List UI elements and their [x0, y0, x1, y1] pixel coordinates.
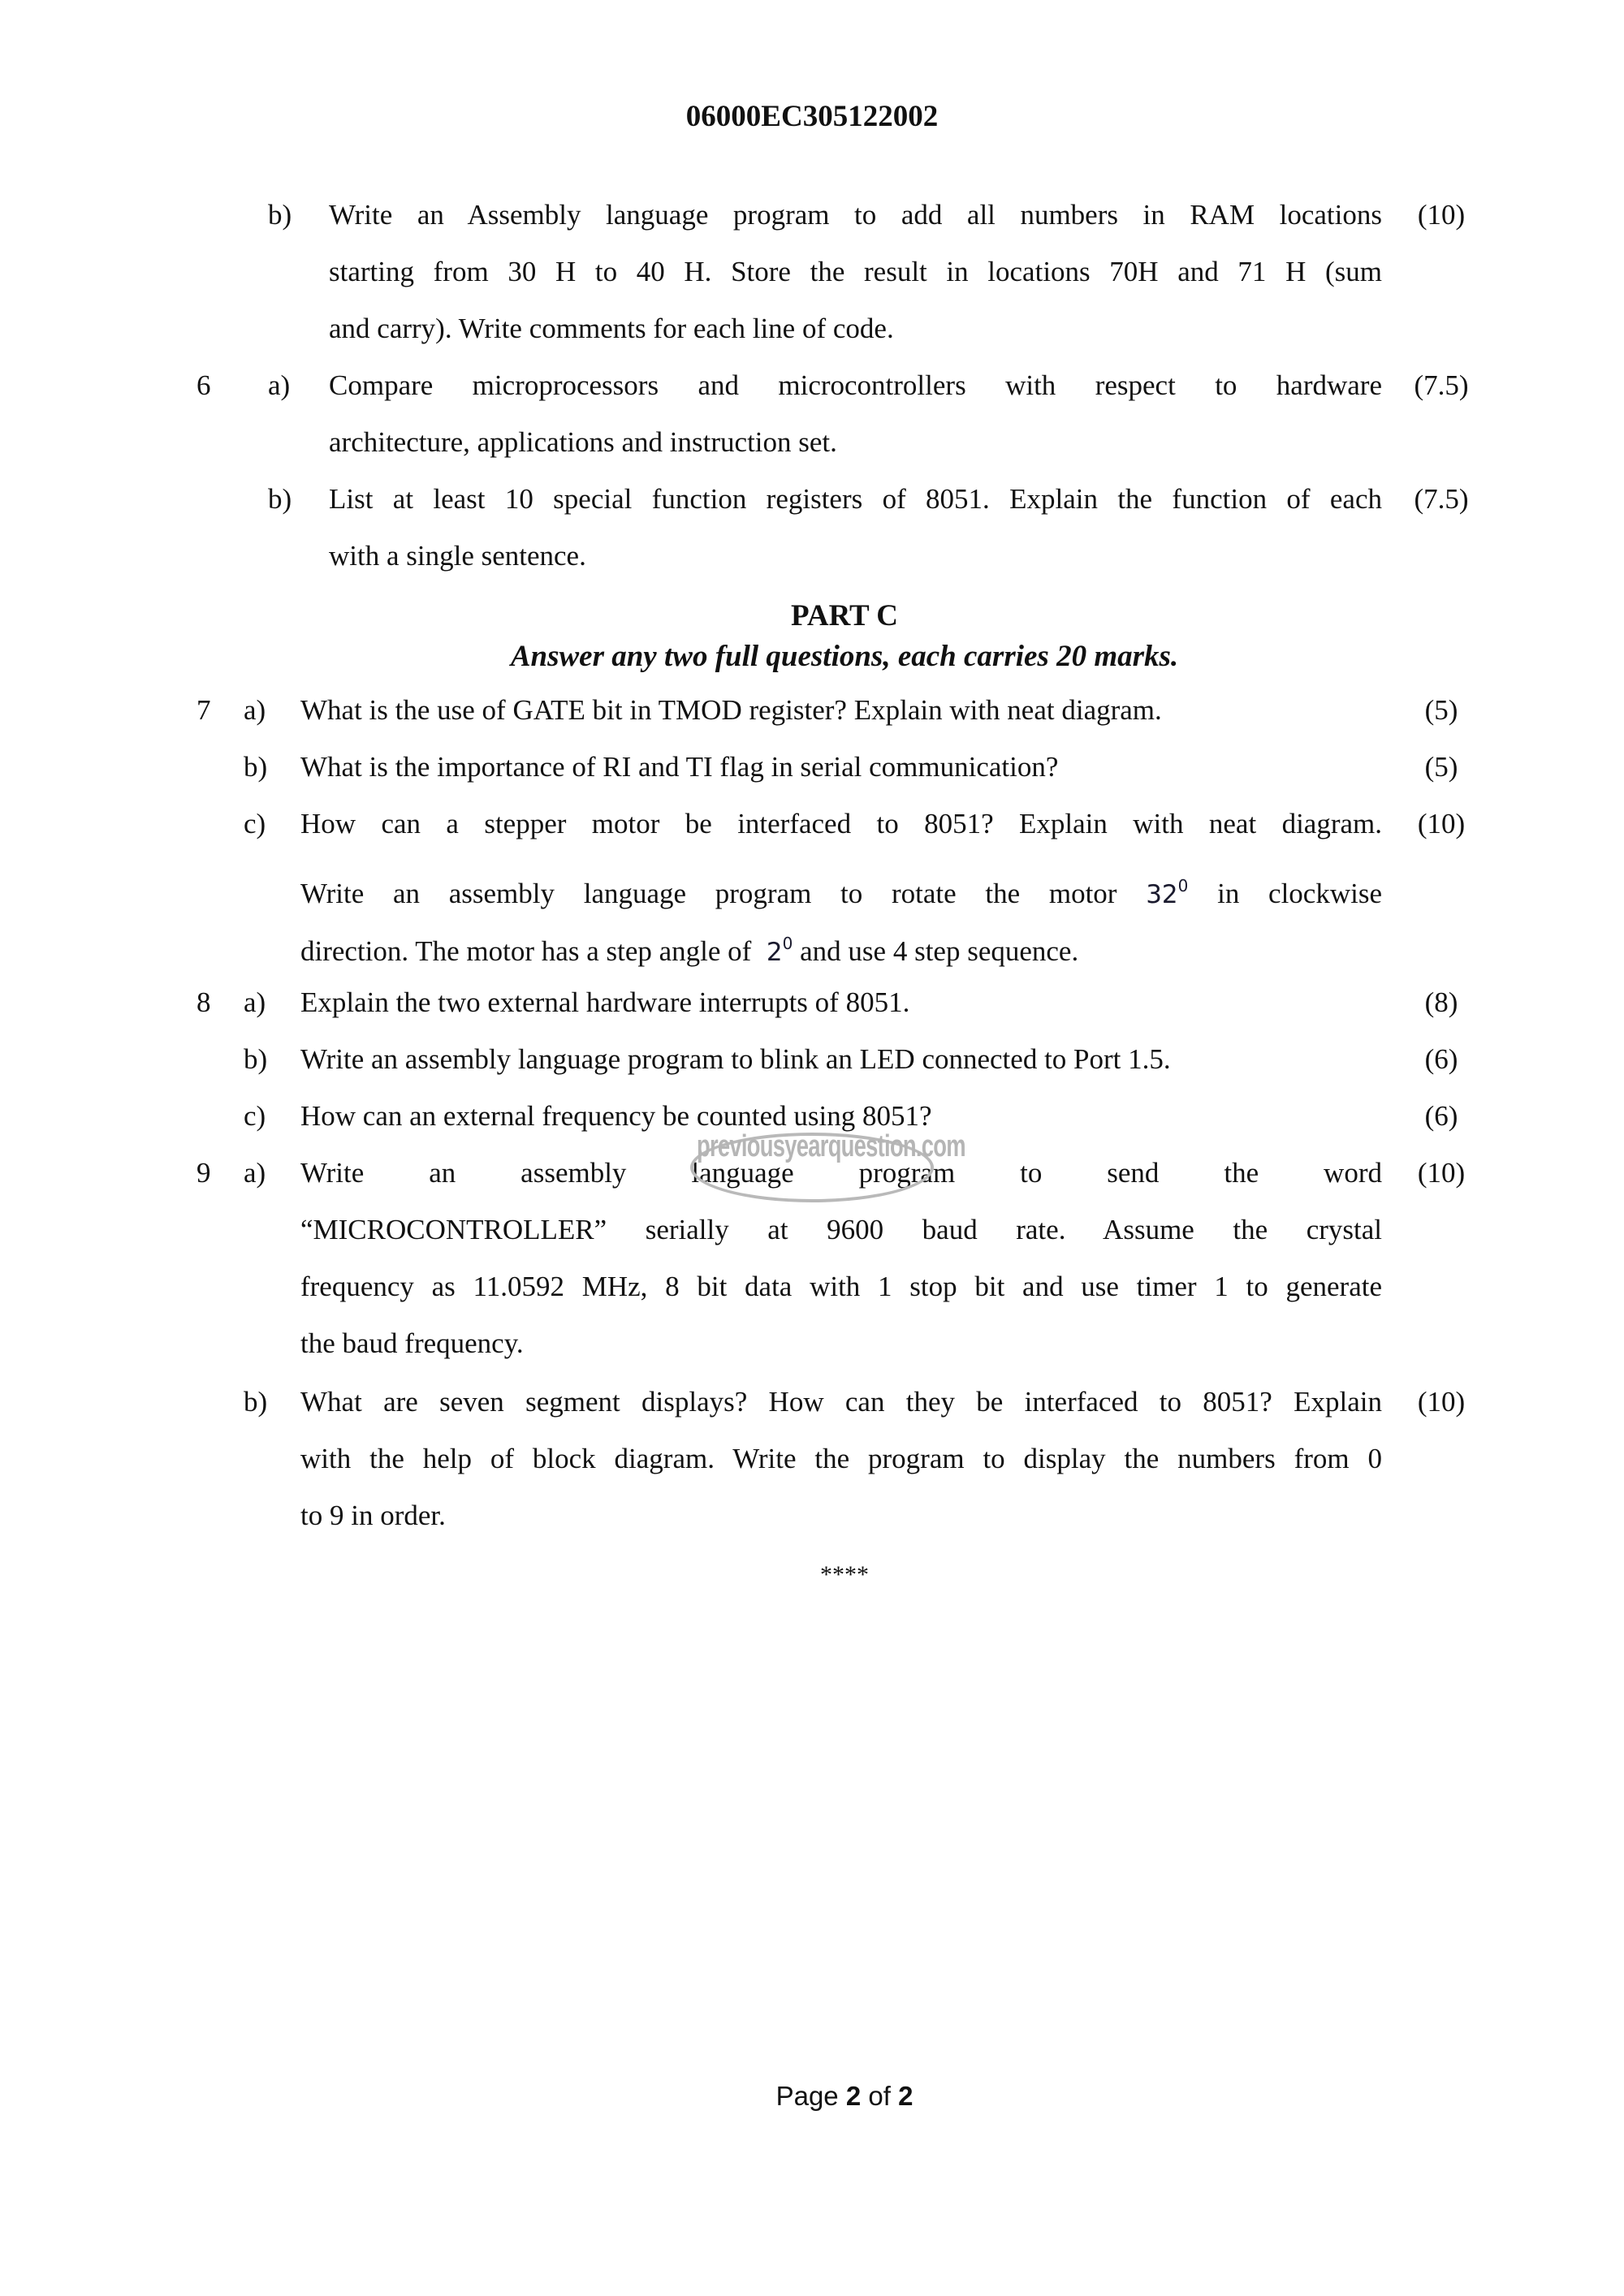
- question-text-line: Compare microprocessors and microcontrollers with respect to hardware: [329, 369, 1382, 401]
- marks: (10): [1417, 1386, 1466, 1418]
- question-text-line: What are seven segment displays? How can they be interfaced to 8051? Explain: [300, 1386, 1382, 1418]
- question-number: 9: [197, 1157, 211, 1189]
- question-text-line: Write an Assembly language program to add all numbers in RAM locations: [329, 199, 1382, 231]
- sub-label: a): [244, 1157, 266, 1189]
- watermark-text: previousyearquestion.com: [697, 1129, 965, 1163]
- marks: (6): [1424, 1043, 1458, 1075]
- question-text-line: with a single sentence.: [329, 540, 586, 572]
- question-number: 7: [197, 694, 211, 726]
- part-c-title: PART C: [791, 599, 898, 632]
- degree-superscript: 0: [782, 934, 793, 953]
- question-text-line: to 9 in order.: [300, 1500, 446, 1531]
- angle-value: [758, 934, 793, 967]
- question-text-line: List at least 10 special function registers of 8051. Explain the function of each: [329, 483, 1382, 515]
- question-text-line: the baud frequency.: [300, 1327, 524, 1359]
- question-text-line: What is the use of GATE bit in TMOD register? Explain with neat diagram.: [300, 694, 1162, 726]
- question-text-line: How can an external frequency be counted using 8051?: [300, 1100, 932, 1132]
- paper-code-header: 06000EC305122002: [685, 100, 939, 133]
- sub-label: c): [244, 1100, 266, 1132]
- question-text-line: [300, 924, 1382, 967]
- sub-label: b): [244, 1386, 268, 1418]
- footer-of: of: [868, 2081, 891, 2111]
- question-text-line: architecture, applications and instruction set.: [329, 426, 837, 458]
- question-text-line: Write an assembly language program to send the word: [300, 1157, 1382, 1189]
- sub-label: a): [244, 986, 266, 1018]
- total-pages: 2: [898, 2081, 914, 2111]
- marks: (10): [1417, 1157, 1466, 1189]
- question-text-line: starting from 30 H to 40 H. Store the result in locations 70H and 71 H (sum: [329, 256, 1382, 287]
- marks: (7.5): [1414, 369, 1469, 401]
- marks: (8): [1424, 986, 1458, 1018]
- sub-label: b): [268, 483, 292, 515]
- angle-number: 32: [1146, 880, 1178, 909]
- end-marker: ****: [820, 1561, 869, 1588]
- angle-number: 2: [766, 938, 783, 967]
- sub-label: a): [268, 369, 291, 401]
- marks: (5): [1424, 694, 1458, 726]
- marks: (10): [1417, 199, 1466, 231]
- text-fragment: direction. The motor has a step angle of: [300, 935, 752, 967]
- question-text-line: What is the importance of RI and TI flag in serial communication?: [300, 751, 1059, 783]
- question-text-line: Write an assembly language program to blink an LED connected to Port 1.5.: [300, 1043, 1171, 1075]
- text-fragment: and use 4 step sequence.: [800, 935, 1079, 967]
- marks: (7.5): [1414, 483, 1469, 515]
- sub-label: a): [244, 694, 266, 726]
- marks: (6): [1424, 1100, 1458, 1132]
- marks: (10): [1417, 808, 1466, 839]
- marks: (5): [1424, 751, 1458, 783]
- angle-value: [1146, 876, 1189, 909]
- question-number: 8: [197, 986, 211, 1018]
- question-text-line: [300, 866, 1382, 909]
- page-footer: [0, 2080, 1624, 2113]
- degree-superscript: 0: [1177, 876, 1189, 896]
- question-text-line: How can a stepper motor be interfaced to 8051? Explain with neat diagram.: [300, 808, 1382, 839]
- question-text-line: “MICROCONTROLLER” serially at 9600 baud rate. Assume the crystal: [300, 1214, 1382, 1245]
- question-text-line: Explain the two external hardware interrupts of 8051.: [300, 986, 910, 1018]
- question-text-line: with the help of block diagram. Write the program to display the numbers from 0: [300, 1443, 1382, 1474]
- sub-label: c): [244, 808, 266, 839]
- question-text-line: and carry). Write comments for each line of code.: [329, 313, 894, 344]
- footer-prefix: Page: [775, 2081, 839, 2111]
- sub-label: b): [268, 199, 292, 231]
- sub-label: b): [244, 1043, 268, 1075]
- current-page: 2: [845, 2081, 862, 2111]
- text-fragment: in clockwise: [1217, 878, 1382, 909]
- watermark-logo: [690, 1124, 965, 1198]
- text-fragment: Write an assembly language program to rotate the motor: [300, 878, 1117, 909]
- sub-label: b): [244, 751, 268, 783]
- question-text-line: frequency as 11.0592 MHz, 8 bit data with 1 stop bit and use timer 1 to generate: [300, 1271, 1382, 1302]
- part-c-instruction: Answer any two full questions, each carries 20 marks.: [510, 640, 1179, 673]
- question-number: 6: [197, 369, 211, 401]
